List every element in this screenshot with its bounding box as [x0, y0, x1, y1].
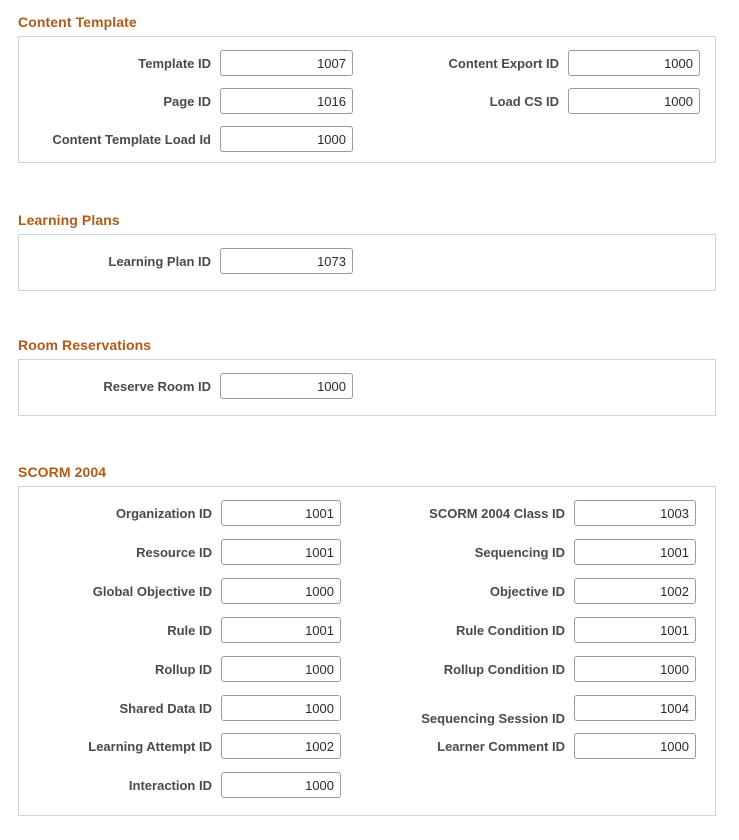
- field-page-id: [19, 88, 353, 114]
- label-resource-id: Resource ID: [136, 544, 212, 560]
- input-rule-condition-id[interactable]: [574, 617, 696, 643]
- input-reserve-room-id[interactable]: [220, 373, 353, 399]
- section-title-room-reservations: Room Reservations: [18, 337, 152, 353]
- section-content-template: [0, 14, 739, 163]
- input-learning-plan-id[interactable]: [220, 248, 353, 274]
- field-learning-attempt-id: [19, 733, 341, 759]
- label-page-id: Page ID: [163, 93, 211, 109]
- input-sequencing-id[interactable]: [574, 539, 696, 565]
- input-rollup-id[interactable]: [221, 656, 341, 682]
- input-load-cs-id[interactable]: [568, 88, 700, 114]
- input-resource-id[interactable]: [221, 539, 341, 565]
- label-load-cs-id: Load CS ID: [489, 93, 559, 109]
- field-load-cs-id: [366, 88, 700, 114]
- label-scorm-2004-class-id: SCORM 2004 Class ID: [429, 505, 565, 521]
- field-reserve-room-id: [19, 373, 353, 399]
- section-scorm-2004: [0, 464, 739, 816]
- field-learning-plan-id: [19, 248, 353, 274]
- label-content-export-id: Content Export ID: [448, 55, 559, 71]
- label-rollup-id: Rollup ID: [154, 661, 212, 677]
- field-shared-data-id: [19, 695, 341, 721]
- label-reserve-room-id: Reserve Room ID: [103, 378, 211, 394]
- input-global-objective-id[interactable]: [221, 578, 341, 604]
- section-title-learning-plans: Learning Plans: [18, 212, 120, 228]
- label-interaction-id: Interaction ID: [128, 777, 212, 793]
- input-page-id[interactable]: [220, 88, 353, 114]
- section-title-scorm-2004: SCORM 2004: [18, 464, 107, 480]
- input-learning-attempt-id[interactable]: [221, 733, 341, 759]
- field-learner-comment-id: [374, 733, 696, 759]
- input-objective-id[interactable]: [574, 578, 696, 604]
- field-global-objective-id: [19, 578, 341, 604]
- input-template-id[interactable]: [220, 50, 353, 76]
- label-learning-attempt-id: Learning Attempt ID: [88, 738, 212, 754]
- label-organization-id: Organization ID: [115, 505, 212, 521]
- input-interaction-id[interactable]: [221, 772, 341, 798]
- label-objective-id: Objective ID: [489, 583, 565, 599]
- section-title-content-template: Content Template: [18, 14, 137, 30]
- input-shared-data-id[interactable]: [221, 695, 341, 721]
- field-template-id: [19, 50, 353, 76]
- label-template-id: Template ID: [138, 55, 211, 71]
- field-rule-id: [19, 617, 341, 643]
- section-learning-plans: [0, 212, 739, 291]
- label-learning-plan-id: Learning Plan ID: [108, 253, 211, 269]
- label-global-objective-id: Global Objective ID: [92, 583, 212, 599]
- input-content-export-id[interactable]: [568, 50, 700, 76]
- section-room-reservations: [0, 337, 739, 416]
- label-rollup-condition-id: Rollup Condition ID: [443, 661, 565, 677]
- field-sequencing-id: [374, 539, 696, 565]
- panel-content-template: [18, 36, 716, 163]
- field-scorm-2004-class-id: [374, 500, 696, 526]
- input-sequencing-session-id[interactable]: [574, 695, 696, 721]
- input-content-template-load-id[interactable]: [220, 126, 353, 152]
- label-learner-comment-id: Learner Comment ID: [437, 738, 565, 754]
- input-rule-id[interactable]: [221, 617, 341, 643]
- label-content-template-load-id: Content Template Load Id: [52, 131, 211, 147]
- field-resource-id: [19, 539, 341, 565]
- field-objective-id: [374, 578, 696, 604]
- label-shared-data-id: Shared Data ID: [119, 700, 212, 716]
- field-rollup-condition-id: [374, 656, 696, 682]
- panel-room-reservations: [18, 359, 716, 416]
- input-rollup-condition-id[interactable]: [574, 656, 696, 682]
- field-interaction-id: [19, 772, 341, 798]
- label-rule-id: Rule ID: [167, 622, 212, 638]
- label-sequencing-id: Sequencing ID: [474, 544, 565, 560]
- input-scorm-2004-class-id[interactable]: [574, 500, 696, 526]
- panel-scorm-2004: [18, 486, 716, 816]
- field-content-export-id: [366, 50, 700, 76]
- label-sequencing-session-id: Sequencing Session ID: [421, 711, 565, 726]
- field-rollup-id: [19, 656, 341, 682]
- input-organization-id[interactable]: [221, 500, 341, 526]
- field-content-template-load-id: [19, 126, 353, 152]
- field-organization-id: [19, 500, 341, 526]
- label-rule-condition-id: Rule Condition ID: [455, 622, 565, 638]
- field-rule-condition-id: [374, 617, 696, 643]
- field-sequencing-session-id: [374, 695, 696, 726]
- input-learner-comment-id[interactable]: [574, 733, 696, 759]
- panel-learning-plans: [18, 234, 716, 291]
